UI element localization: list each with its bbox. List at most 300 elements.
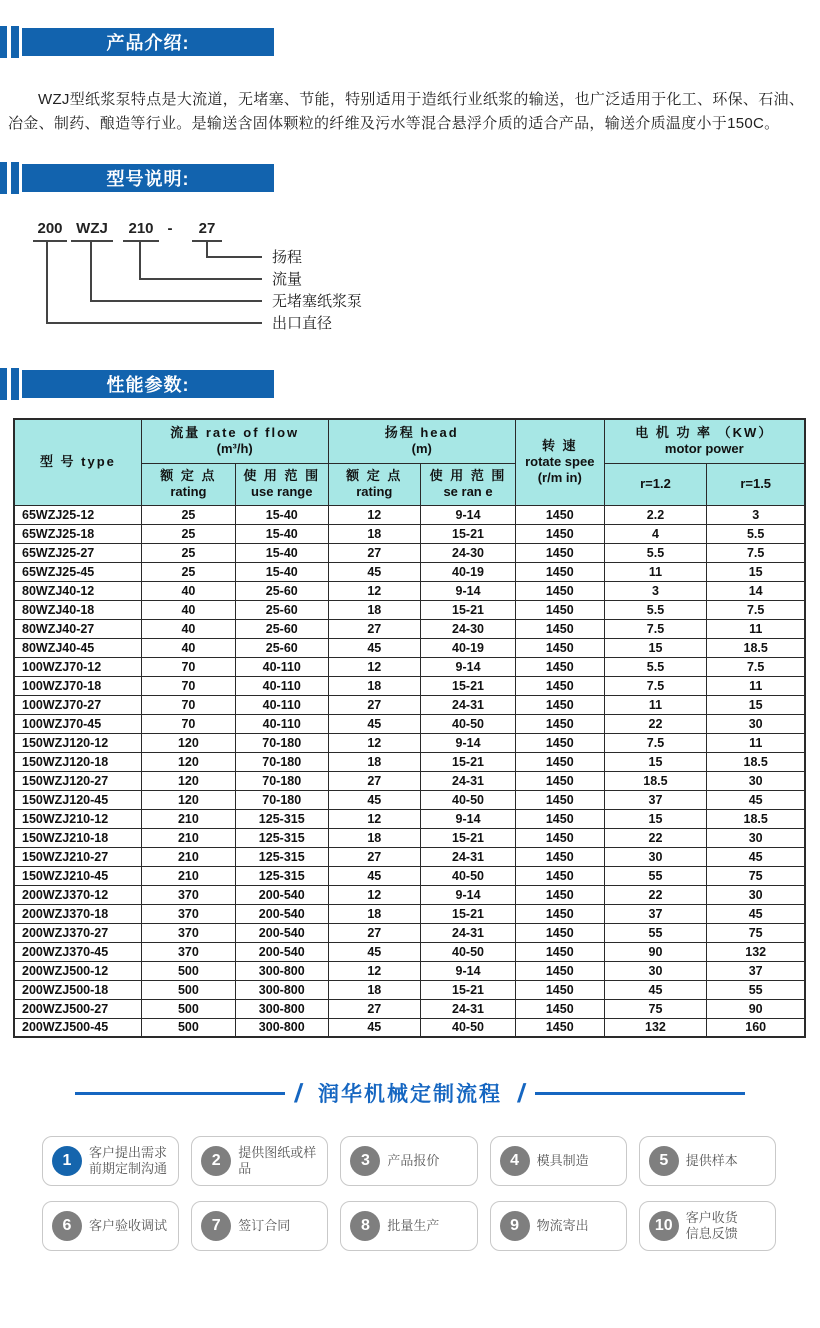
value-cell: 15-40: [235, 562, 328, 581]
type-cell: 150WZJ210-45: [14, 866, 141, 885]
type-cell: 200WZJ370-18: [14, 904, 141, 923]
table-row: [14, 980, 805, 999]
value-cell: 1450: [515, 733, 604, 752]
value-cell: 27: [328, 543, 421, 562]
value-cell: 24-30: [421, 619, 516, 638]
value-cell: 370: [141, 885, 235, 904]
value-cell: 210: [141, 809, 235, 828]
value-cell: 15: [604, 752, 707, 771]
table-row: [14, 752, 805, 771]
value-cell: 9-14: [421, 733, 516, 752]
value-cell: 25-60: [235, 619, 328, 638]
model-code-head: 27: [198, 220, 216, 237]
type-cell: 80WZJ40-12: [14, 581, 141, 600]
value-cell: 300-800: [235, 961, 328, 980]
step-label: 提供图纸或样 品: [238, 1145, 317, 1176]
value-cell: 40: [141, 638, 235, 657]
table-row: [14, 619, 805, 638]
value-cell: 27: [328, 847, 421, 866]
flow-steps-grid: [42, 1136, 776, 1251]
value-cell: 7.5: [604, 676, 707, 695]
value-cell: 1450: [515, 866, 604, 885]
table-row: [14, 657, 805, 676]
value-cell: 1450: [515, 999, 604, 1018]
spec-table-body: [14, 505, 805, 1037]
value-cell: 125-315: [235, 847, 328, 866]
step-number-badge: 3: [350, 1146, 380, 1176]
model-code-series: WZJ: [76, 220, 108, 237]
value-cell: 200-540: [235, 904, 328, 923]
flow-step: [191, 1136, 328, 1186]
value-cell: 45: [328, 1018, 421, 1037]
value-cell: 22: [604, 885, 707, 904]
value-cell: 40-110: [235, 714, 328, 733]
value-cell: 90: [604, 942, 707, 961]
banner-accent-bar: [11, 26, 19, 58]
value-cell: 25: [141, 562, 235, 581]
step-number-badge: 2: [201, 1146, 231, 1176]
intro-section-header: [0, 26, 820, 58]
value-cell: 7.5: [707, 543, 805, 562]
value-cell: 30: [707, 771, 805, 790]
table-row: [14, 733, 805, 752]
type-cell: 150WZJ210-27: [14, 847, 141, 866]
banner-accent-bar: [11, 162, 19, 194]
table-row: [14, 790, 805, 809]
flow-title-slash-left: /: [292, 1077, 305, 1108]
value-cell: 30: [707, 885, 805, 904]
flow-step: [191, 1201, 328, 1251]
col-header-flow-range: 使 用 范 围 use range: [235, 463, 328, 505]
step-number-badge: 8: [350, 1211, 380, 1241]
type-cell: 200WZJ500-27: [14, 999, 141, 1018]
value-cell: 45: [328, 942, 421, 961]
value-cell: 500: [141, 961, 235, 980]
table-row: [14, 809, 805, 828]
step-label: 产品报价: [387, 1153, 440, 1168]
value-cell: 5.5: [604, 543, 707, 562]
value-cell: 5.5: [707, 524, 805, 543]
value-cell: 120: [141, 771, 235, 790]
value-cell: 40: [141, 619, 235, 638]
value-cell: 3: [707, 505, 805, 524]
value-cell: 45: [707, 904, 805, 923]
value-cell: 24-31: [421, 771, 516, 790]
value-cell: 37: [707, 961, 805, 980]
type-cell: 80WZJ40-27: [14, 619, 141, 638]
table-row: [14, 961, 805, 980]
value-cell: 9-14: [421, 885, 516, 904]
value-cell: 70: [141, 714, 235, 733]
value-cell: 75: [707, 866, 805, 885]
value-cell: 45: [707, 790, 805, 809]
value-cell: 210: [141, 866, 235, 885]
flow-title-rule-left: [75, 1092, 285, 1095]
value-cell: 1450: [515, 980, 604, 999]
flow-step: [639, 1136, 776, 1186]
value-cell: 1450: [515, 619, 604, 638]
value-cell: 500: [141, 999, 235, 1018]
value-cell: 30: [604, 847, 707, 866]
table-row: [14, 562, 805, 581]
value-cell: 370: [141, 942, 235, 961]
value-cell: 210: [141, 828, 235, 847]
type-cell: 65WZJ25-27: [14, 543, 141, 562]
flow-step: [42, 1201, 179, 1251]
value-cell: 70: [141, 676, 235, 695]
flow-title-slash-right: /: [515, 1077, 528, 1108]
col-header-power-group: 电 机 功 率 （KW） motor power: [604, 419, 805, 463]
value-cell: 1450: [515, 600, 604, 619]
value-cell: 40-50: [421, 790, 516, 809]
value-cell: 1450: [515, 923, 604, 942]
model-code-flow: 210: [128, 220, 154, 237]
step-number-badge: 7: [201, 1211, 231, 1241]
type-cell: 150WZJ120-18: [14, 752, 141, 771]
value-cell: 70: [141, 695, 235, 714]
table-row: [14, 771, 805, 790]
table-row: [14, 714, 805, 733]
table-row: [14, 600, 805, 619]
value-cell: 40-110: [235, 676, 328, 695]
type-cell: 100WZJ70-12: [14, 657, 141, 676]
value-cell: 27: [328, 923, 421, 942]
value-cell: 15: [707, 695, 805, 714]
value-cell: 18: [328, 828, 421, 847]
type-cell: 100WZJ70-27: [14, 695, 141, 714]
value-cell: 1450: [515, 581, 604, 600]
value-cell: 1450: [515, 942, 604, 961]
spec-table-head: [14, 419, 805, 505]
value-cell: 11: [707, 733, 805, 752]
flow-step: [639, 1201, 776, 1251]
value-cell: 7.5: [604, 619, 707, 638]
table-row: [14, 676, 805, 695]
table-row: [14, 505, 805, 524]
value-cell: 500: [141, 980, 235, 999]
type-cell: 150WZJ120-27: [14, 771, 141, 790]
value-cell: 1450: [515, 790, 604, 809]
value-cell: 55: [604, 923, 707, 942]
spec-table: [13, 418, 806, 1038]
col-header-head-range: 使 用 范 围 se ran e: [421, 463, 516, 505]
table-row: [14, 543, 805, 562]
value-cell: 40-50: [421, 1018, 516, 1037]
step-number-badge: 6: [52, 1211, 82, 1241]
flow-step: [340, 1136, 477, 1186]
value-cell: 120: [141, 752, 235, 771]
value-cell: 4: [604, 524, 707, 543]
flow-section-title: [0, 1076, 820, 1110]
value-cell: 18: [328, 980, 421, 999]
value-cell: 12: [328, 657, 421, 676]
value-cell: 12: [328, 581, 421, 600]
type-cell: 150WZJ210-12: [14, 809, 141, 828]
value-cell: 55: [707, 980, 805, 999]
value-cell: 18: [328, 524, 421, 543]
value-cell: 1450: [515, 809, 604, 828]
banner-accent-bar: [0, 26, 7, 58]
col-header-head-rating: 额 定 点 rating: [328, 463, 421, 505]
value-cell: 37: [604, 790, 707, 809]
value-cell: 15: [604, 809, 707, 828]
table-row: [14, 923, 805, 942]
value-cell: 125-315: [235, 828, 328, 847]
value-cell: 70: [141, 657, 235, 676]
value-cell: 11: [707, 619, 805, 638]
table-row: [14, 695, 805, 714]
value-cell: 40-19: [421, 562, 516, 581]
value-cell: 40: [141, 581, 235, 600]
value-cell: 45: [604, 980, 707, 999]
value-cell: 9-14: [421, 809, 516, 828]
type-cell: 80WZJ40-18: [14, 600, 141, 619]
value-cell: 45: [328, 790, 421, 809]
model-code-diagram: [0, 220, 820, 342]
value-cell: 15-40: [235, 505, 328, 524]
value-cell: 300-800: [235, 999, 328, 1018]
value-cell: 1450: [515, 752, 604, 771]
value-cell: 12: [328, 733, 421, 752]
value-cell: 132: [707, 942, 805, 961]
value-cell: 75: [604, 999, 707, 1018]
value-cell: 1450: [515, 638, 604, 657]
value-cell: 70-180: [235, 771, 328, 790]
flow-step: [490, 1201, 627, 1251]
value-cell: 25: [141, 505, 235, 524]
step-label: 客户收货 信息反馈: [685, 1210, 738, 1241]
value-cell: 45: [328, 562, 421, 581]
params-section-header: [0, 368, 820, 400]
value-cell: 1450: [515, 714, 604, 733]
value-cell: 12: [328, 809, 421, 828]
value-cell: 370: [141, 923, 235, 942]
value-cell: 125-315: [235, 809, 328, 828]
diagram-label-outlet: 出口直径: [272, 315, 333, 332]
value-cell: 1450: [515, 828, 604, 847]
model-code-dash: -: [167, 220, 173, 237]
value-cell: 40-110: [235, 695, 328, 714]
diagram-label-head: 扬程: [272, 249, 303, 266]
value-cell: 22: [604, 714, 707, 733]
flow-step: [340, 1201, 477, 1251]
value-cell: 40-50: [421, 942, 516, 961]
table-row: [14, 1018, 805, 1037]
value-cell: 18.5: [604, 771, 707, 790]
diagram-label-flow: 流量: [272, 271, 303, 288]
value-cell: 3: [604, 581, 707, 600]
value-cell: 18.5: [707, 752, 805, 771]
value-cell: 5.5: [604, 600, 707, 619]
diagram-label-series: 无堵塞纸浆泵: [272, 293, 363, 310]
step-number-badge: 4: [500, 1146, 530, 1176]
value-cell: 15-21: [421, 600, 516, 619]
type-cell: 65WZJ25-45: [14, 562, 141, 581]
value-cell: 15-21: [421, 828, 516, 847]
col-header-type: 型 号 type: [14, 419, 141, 505]
value-cell: 1450: [515, 676, 604, 695]
type-cell: 65WZJ25-12: [14, 505, 141, 524]
step-label: 客户提出需求 前期定制沟通: [89, 1145, 168, 1176]
value-cell: 1450: [515, 657, 604, 676]
table-row: [14, 885, 805, 904]
model-code-outlet: 200: [37, 220, 63, 237]
table-row: [14, 638, 805, 657]
value-cell: 40-110: [235, 657, 328, 676]
model-banner-title: 型号说明:: [22, 164, 274, 192]
table-row: [14, 828, 805, 847]
value-cell: 1450: [515, 505, 604, 524]
value-cell: 1450: [515, 904, 604, 923]
type-cell: 80WZJ40-45: [14, 638, 141, 657]
value-cell: 24-31: [421, 695, 516, 714]
value-cell: 120: [141, 733, 235, 752]
value-cell: 200-540: [235, 942, 328, 961]
value-cell: 24-31: [421, 847, 516, 866]
value-cell: 11: [604, 695, 707, 714]
type-cell: 100WZJ70-18: [14, 676, 141, 695]
value-cell: 30: [604, 961, 707, 980]
type-cell: 200WZJ500-45: [14, 1018, 141, 1037]
value-cell: 1450: [515, 543, 604, 562]
value-cell: 45: [328, 714, 421, 733]
value-cell: 25: [141, 524, 235, 543]
value-cell: 15: [707, 562, 805, 581]
value-cell: 1450: [515, 1018, 604, 1037]
value-cell: 25: [141, 543, 235, 562]
type-cell: 150WZJ120-12: [14, 733, 141, 752]
diagram-connector-outlet: [46, 241, 262, 324]
value-cell: 1450: [515, 524, 604, 543]
value-cell: 11: [707, 676, 805, 695]
value-cell: 200-540: [235, 923, 328, 942]
value-cell: 45: [328, 638, 421, 657]
value-cell: 120: [141, 790, 235, 809]
value-cell: 24-31: [421, 999, 516, 1018]
step-label: 批量生产: [387, 1218, 440, 1233]
value-cell: 14: [707, 581, 805, 600]
value-cell: 200-540: [235, 885, 328, 904]
type-cell: 150WZJ210-18: [14, 828, 141, 847]
value-cell: 70-180: [235, 733, 328, 752]
flow-step: [42, 1136, 179, 1186]
value-cell: 5.5: [604, 657, 707, 676]
value-cell: 90: [707, 999, 805, 1018]
flow-title-rule-right: [535, 1092, 745, 1095]
value-cell: 1450: [515, 847, 604, 866]
table-row: [14, 847, 805, 866]
table-row: [14, 904, 805, 923]
type-cell: 200WZJ370-12: [14, 885, 141, 904]
value-cell: 70-180: [235, 790, 328, 809]
table-row: [14, 942, 805, 961]
type-cell: 200WZJ500-18: [14, 980, 141, 999]
value-cell: 18: [328, 904, 421, 923]
value-cell: 370: [141, 904, 235, 923]
col-header-flow-rating: 额 定 点 rating: [141, 463, 235, 505]
value-cell: 25-60: [235, 581, 328, 600]
table-row: [14, 866, 805, 885]
value-cell: 1450: [515, 771, 604, 790]
value-cell: 15-21: [421, 904, 516, 923]
banner-accent-bar: [11, 368, 19, 400]
value-cell: 11: [604, 562, 707, 581]
value-cell: 160: [707, 1018, 805, 1037]
value-cell: 300-800: [235, 1018, 328, 1037]
value-cell: 15: [604, 638, 707, 657]
value-cell: 2.2: [604, 505, 707, 524]
type-cell: 200WZJ370-27: [14, 923, 141, 942]
value-cell: 15-21: [421, 752, 516, 771]
step-number-badge: 10: [649, 1211, 679, 1241]
value-cell: 500: [141, 1018, 235, 1037]
value-cell: 27: [328, 695, 421, 714]
value-cell: 15-21: [421, 676, 516, 695]
value-cell: 9-14: [421, 581, 516, 600]
step-label: 提供样本: [685, 1153, 738, 1168]
value-cell: 132: [604, 1018, 707, 1037]
col-header-r12: r=1.2: [604, 463, 707, 505]
value-cell: 30: [707, 828, 805, 847]
value-cell: 27: [328, 619, 421, 638]
type-cell: 150WZJ120-45: [14, 790, 141, 809]
value-cell: 24-30: [421, 543, 516, 562]
value-cell: 55: [604, 866, 707, 885]
value-cell: 9-14: [421, 961, 516, 980]
step-label: 签订合同: [238, 1218, 291, 1233]
value-cell: 7.5: [707, 657, 805, 676]
value-cell: 15-40: [235, 524, 328, 543]
col-header-speed: 转 速 rotate spee (r/m in): [515, 419, 604, 505]
step-number-badge: 1: [52, 1146, 82, 1176]
intro-banner-title: 产品介绍:: [22, 28, 274, 56]
table-row: [14, 999, 805, 1018]
intro-paragraph: WZJ型纸浆泵特点是大流道，无堵塞、节能，特别适用于造纸行业纸浆的输送，也广泛适用于化工、环保、石油、冶金、制药、酿造等行业。是输送含固体颗粒的纤维及污水等混合悬浮介质的适合产品，输送介质温度小于150C。: [8, 91, 805, 132]
model-section-header: [0, 162, 820, 194]
banner-accent-bar: [0, 162, 7, 194]
col-header-flow-group: 流量 rate of flow (m³/h): [141, 419, 328, 463]
value-cell: 75: [707, 923, 805, 942]
col-header-head-group: 扬程 head (m): [328, 419, 515, 463]
value-cell: 25-60: [235, 638, 328, 657]
step-label: 模具制造: [536, 1153, 589, 1168]
step-label: 物流寄出: [536, 1218, 589, 1233]
type-cell: 100WZJ70-45: [14, 714, 141, 733]
step-number-badge: 9: [500, 1211, 530, 1241]
value-cell: 12: [328, 961, 421, 980]
value-cell: 27: [328, 771, 421, 790]
type-cell: 65WZJ25-18: [14, 524, 141, 543]
step-label: 客户验收调试: [89, 1218, 168, 1233]
value-cell: 22: [604, 828, 707, 847]
value-cell: 300-800: [235, 980, 328, 999]
banner-accent-bar: [0, 368, 7, 400]
value-cell: 45: [707, 847, 805, 866]
table-row: [14, 524, 805, 543]
value-cell: 40-19: [421, 638, 516, 657]
value-cell: 24-31: [421, 923, 516, 942]
params-banner-title: 性能参数:: [22, 370, 274, 398]
value-cell: 7.5: [604, 733, 707, 752]
value-cell: 27: [328, 999, 421, 1018]
type-cell: 200WZJ370-45: [14, 942, 141, 961]
value-cell: 18.5: [707, 809, 805, 828]
value-cell: 25-60: [235, 600, 328, 619]
value-cell: 15-40: [235, 543, 328, 562]
value-cell: 18: [328, 752, 421, 771]
step-number-badge: 5: [649, 1146, 679, 1176]
flow-step: [490, 1136, 627, 1186]
